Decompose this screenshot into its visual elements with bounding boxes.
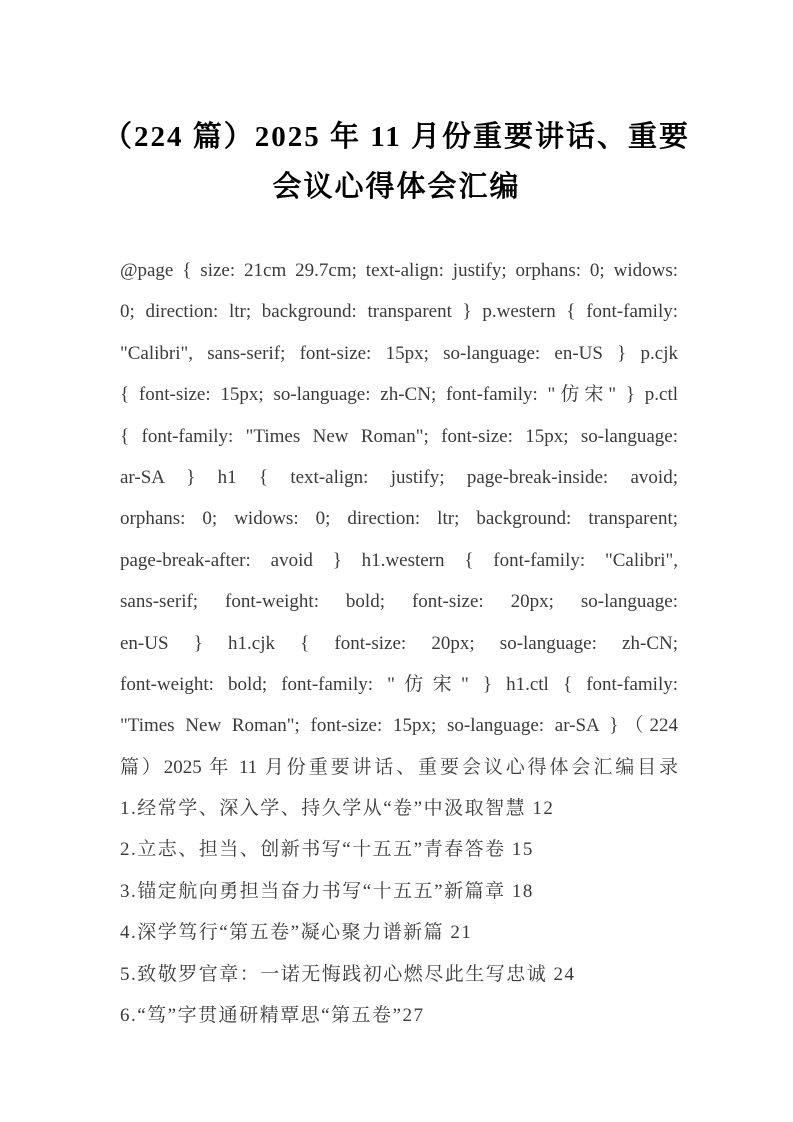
toc-line: 6.“笃”字贯通研精覃思“第五卷”27 (120, 1005, 425, 1027)
toc-line: 2.立志、担当、创新书写“十五五”青春答卷 15 (120, 839, 534, 861)
style-text-line: sans-serif; font-weight: bold; font-size: 20px; so-language: (120, 591, 678, 613)
style-text-line: en-US } h1.cjk { font-size: 20px; so-language: zh-CN; (120, 632, 678, 654)
toc-line: 5.致敬罗官章：一诺无悔践初心燃尽此生写忠诚 24 (120, 963, 576, 985)
document-body (120, 250, 678, 1036)
toc-line: 3.锚定航向勇担当奋力书写“十五五”新篇章 18 (120, 880, 534, 902)
style-text-line: orphans: 0; widows: 0; direction: ltr; background: transparent; (120, 508, 678, 530)
toc-line: 4.深学笃行“第五卷”凝心聚力谱新篇 21 (120, 922, 473, 944)
style-text-line: @page { size: 21cm 29.7cm; text-align: justify; orphans: 0; widows: (120, 260, 678, 281)
style-text-line: font-weight: bold; font-family: "仿宋" } h1.ctl { font-family: (120, 673, 678, 695)
document-title (60, 112, 733, 212)
style-text-line: "Calibri", sans-serif; font-size: 15px; so-language: en-US } p.cjk (120, 342, 678, 364)
style-text-line: page-break-after: avoid } h1.western { font-family: "Calibri", (120, 549, 678, 571)
title-line-2: 会议心得体会汇编 (272, 171, 521, 203)
style-text-line: "Times New Roman"; font-size: 15px; so-language: ar-SA }（224 (120, 715, 678, 737)
style-text-line: { font-size: 15px; so-language: zh-CN; font-family: "仿宋" } p.ctl (120, 384, 678, 406)
style-text-line: ar-SA } h1 { text-align: justify; page-break-inside: avoid; (120, 466, 678, 488)
style-text-line: 篇）2025 年 11 月份重要讲话、重要会议心得体会汇编目录 (120, 756, 678, 778)
title-line-1: （224 篇）2025 年 11 月份重要讲话、重要 (103, 121, 690, 153)
style-text-line: { font-family: "Times New Roman"; font-size: 15px; so-language: (120, 425, 678, 447)
toc-line: 1.经常学、深入学、持久学从“卷”中汲取智慧 12 (120, 798, 555, 820)
style-text-line: 0; direction: ltr; background: transparent } p.western { font-family: (120, 301, 678, 323)
